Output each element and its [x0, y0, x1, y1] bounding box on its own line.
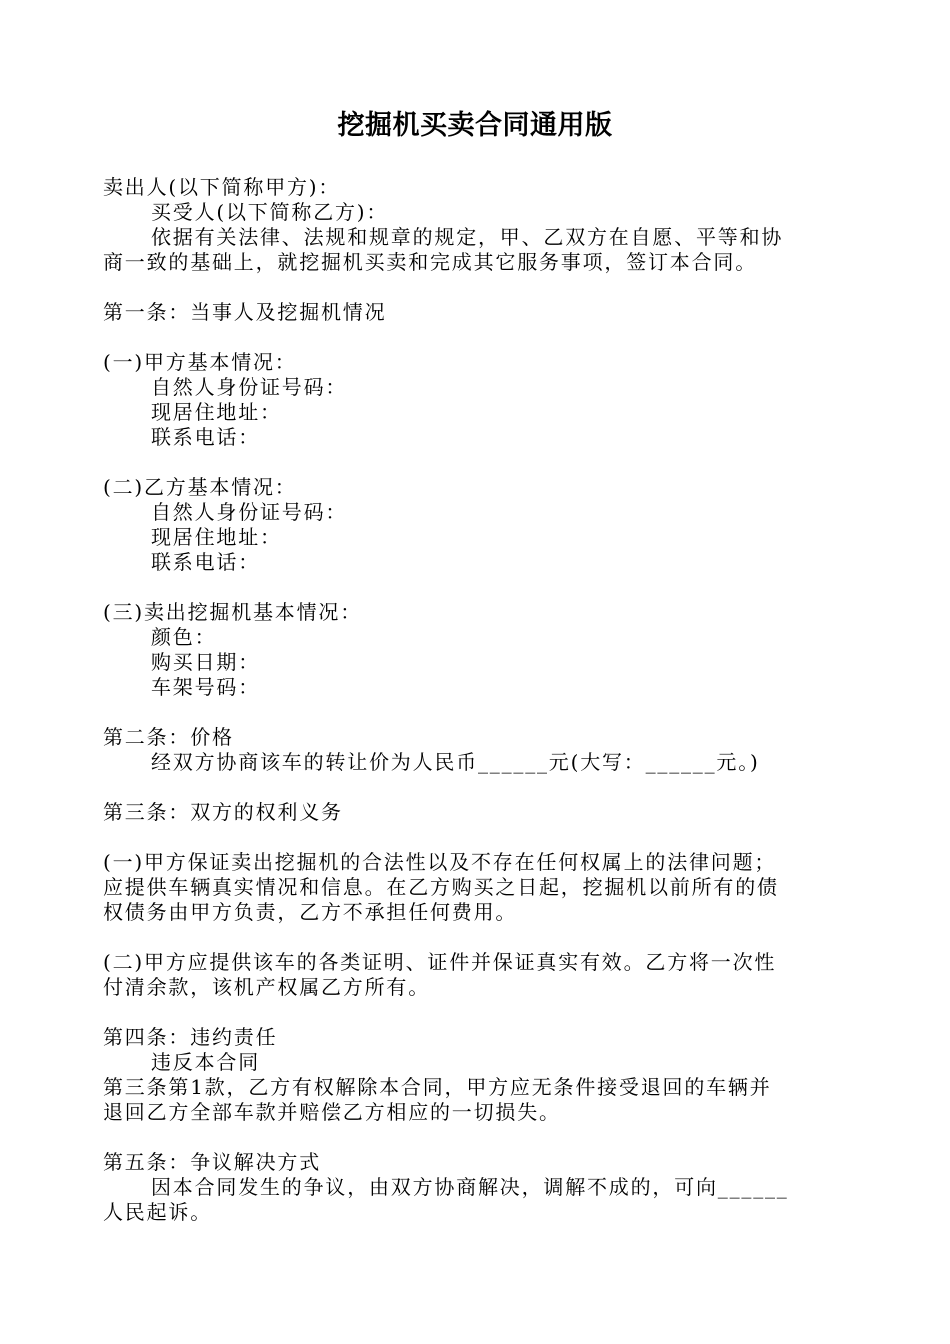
machine-purchase-date-field: 购买日期： [151, 650, 260, 674]
article-2-price-text: 经双方协商该车的转让价为人民币______元(大写：______元。) [151, 750, 760, 774]
party-a-address-field: 现居住地址： [151, 400, 282, 424]
article-4-line-3: 退回乙方全部车款并赔偿乙方相应的一切损失。 [103, 1100, 561, 1124]
seller-line: 卖出人(以下简称甲方)： [103, 175, 341, 199]
article-3-item-1-line-3: 权债务由甲方负责，乙方不承担任何费用。 [103, 900, 518, 924]
article-4-line-1: 违反本合同 [151, 1050, 260, 1074]
party-b-address-field: 现居住地址： [151, 525, 282, 549]
party-a-heading: (一)甲方基本情况： [103, 350, 297, 374]
basis-line-2: 商一致的基础上，就挖掘机买卖和完成其它服务事项，签订本合同。 [103, 250, 757, 274]
article-5-line-1: 因本合同发生的争议，由双方协商解决，调解不成的，可向______ [151, 1175, 789, 1199]
article-4-heading: 第四条：违约责任 [103, 1025, 278, 1049]
article-4-line-2: 第三条第1款，乙方有权解除本合同，甲方应无条件接受退回的车辆并 [103, 1075, 772, 1099]
machine-color-field: 颜色： [151, 625, 217, 649]
document-body [103, 175, 851, 1225]
article-3-item-1-line-2: 应提供车辆真实情况和信息。在乙方购买之日起，挖掘机以前所有的债 [103, 875, 779, 899]
document-title: 挖掘机买卖合同通用版 [337, 110, 613, 141]
article-5-heading: 第五条：争议解决方式 [103, 1150, 321, 1174]
article-3-item-2-line-1: (二)甲方应提供该车的各类证明、证件并保证真实有效。乙方将一次性 [103, 950, 777, 974]
party-a-phone-field: 联系电话： [151, 425, 260, 449]
article-1-heading: 第一条：当事人及挖掘机情况 [103, 300, 387, 324]
machine-frame-number-field: 车架号码： [151, 675, 260, 699]
party-a-id-field: 自然人身份证号码： [151, 375, 348, 399]
article-3-heading: 第三条：双方的权利义务 [103, 800, 343, 824]
article-3-item-1-line-1: (一)甲方保证卖出挖掘机的合法性以及不存在任何权属上的法律问题； [103, 850, 777, 874]
article-2-heading: 第二条：价格 [103, 725, 234, 749]
buyer-line: 买受人(以下简称乙方)： [151, 200, 389, 224]
party-b-phone-field: 联系电话： [151, 550, 260, 574]
machine-heading: (三)卖出挖掘机基本情况： [103, 600, 363, 624]
party-b-heading: (二)乙方基本情况： [103, 475, 297, 499]
basis-line-1: 依据有关法律、法规和规章的规定，甲、乙双方在自愿、平等和协 [151, 225, 784, 249]
party-b-id-field: 自然人身份证号码： [151, 500, 348, 524]
article-3-item-2-line-2: 付清余款，该机产权属乙方所有。 [103, 975, 430, 999]
article-5-line-2: 人民起诉。 [103, 1200, 212, 1224]
